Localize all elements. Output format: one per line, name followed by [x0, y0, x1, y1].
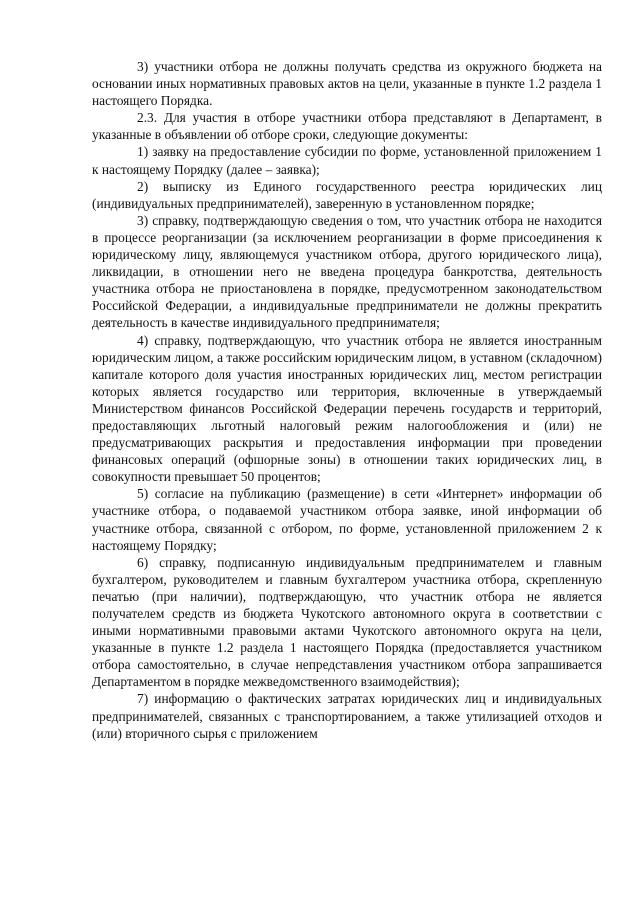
paragraph-item-7-actual-costs-info: 7) информацию о фактических затратах юридических лиц и индивидуальных предпринимателей, связанных с транспортированием, а также утилизацией отходов и (или) вторичного сырья с приложением [92, 691, 602, 741]
paragraph-item-6-budget-funds-certificate: 6) справку, подписанную индивидуальным предпринимателем и главным бухгалтером, руководителем и главным бухгалтером участника отбора, скрепленную печатью (при наличии), подтверждающую, что участник отбора не является получателем средств из бюджета Чукотского автономного округа в соответствии с иными нормативными правовыми актами Чукотского автономного округа на цели, указанные в пункте 1.2 раздела 1 настоящего Порядка (предоставляется участником отбора самостоятельно, в случае непредставления участником отбора запрашивается Департаментом в порядке межведомственного взаимодействия); [92, 554, 602, 690]
paragraph-item-3-budget-restriction: 3) участники отбора не должны получать средства из окружного бюджета на основании иных нормативных правовых актов на цели, указанные в пункте 1.2 раздела 1 настоящего Порядка. [92, 59, 602, 109]
document-page [92, 58, 602, 742]
paragraph-item-5-publication-consent: 5) согласие на публикацию (размещение) в сети «Интернет» информации об участнике отбора, о подаваемой участником отбора заявке, иной информации об участнике отбора, связанной с отбором, по форме, установленной приложением 2 к настоящему Порядку; [92, 486, 602, 553]
paragraph-item-4-foreign-entity-certificate: 4) справку, подтверждающую, что участник отбора не является иностранным юридическим лицом, а также российским юридическим лицом, в уставном (складочном) капитале которого доля участия иностранных юридических лиц, местом регистрации которых является государство или территория, включенные в утверждаемый Министерством финансов Российской Федерации перечень государств и территорий, предоставляющих льготный налоговый режим налогообложения и (или) не предусматривающих раскрытия и предоставления информации при проведении финансовых операций (офшорные зоны) в отношении таких юридических лиц, в совокупности превышает 50 процентов; [92, 332, 602, 485]
paragraph-item-1-application: 1) заявку на предоставление субсидии по форме, установленной приложением 1 к настоящему Порядку (далее – заявка); [92, 144, 602, 177]
paragraph-item-3-reorganization-certificate: 3) справку, подтверждающую сведения о том, что участник отбора не находится в процессе реорганизации (за исключением реорганизации в форме присоединения к юридическому лицу, являющемуся участником отбора, другого юридического лица), ликвидации, в отношении него не введена процедура банкротства, деятельность участника отбора не приостановлена в порядке, предусмотренном законодательством Российской Федерации, а индивидуальные предприниматели не должны прекратить деятельность в качестве индивидуального предпринимателя; [92, 212, 602, 331]
paragraph-item-2-register-extract: 2) выписку из Единого государственного реестра юридических лиц (индивидуальных предпринимателей), заверенную в установленном порядке; [92, 178, 602, 211]
paragraph-section-2-3: 2.3. Для участия в отборе участники отбора представляют в Департамент, в указанные в объявлении об отборе сроки, следующие документы: [92, 110, 602, 143]
